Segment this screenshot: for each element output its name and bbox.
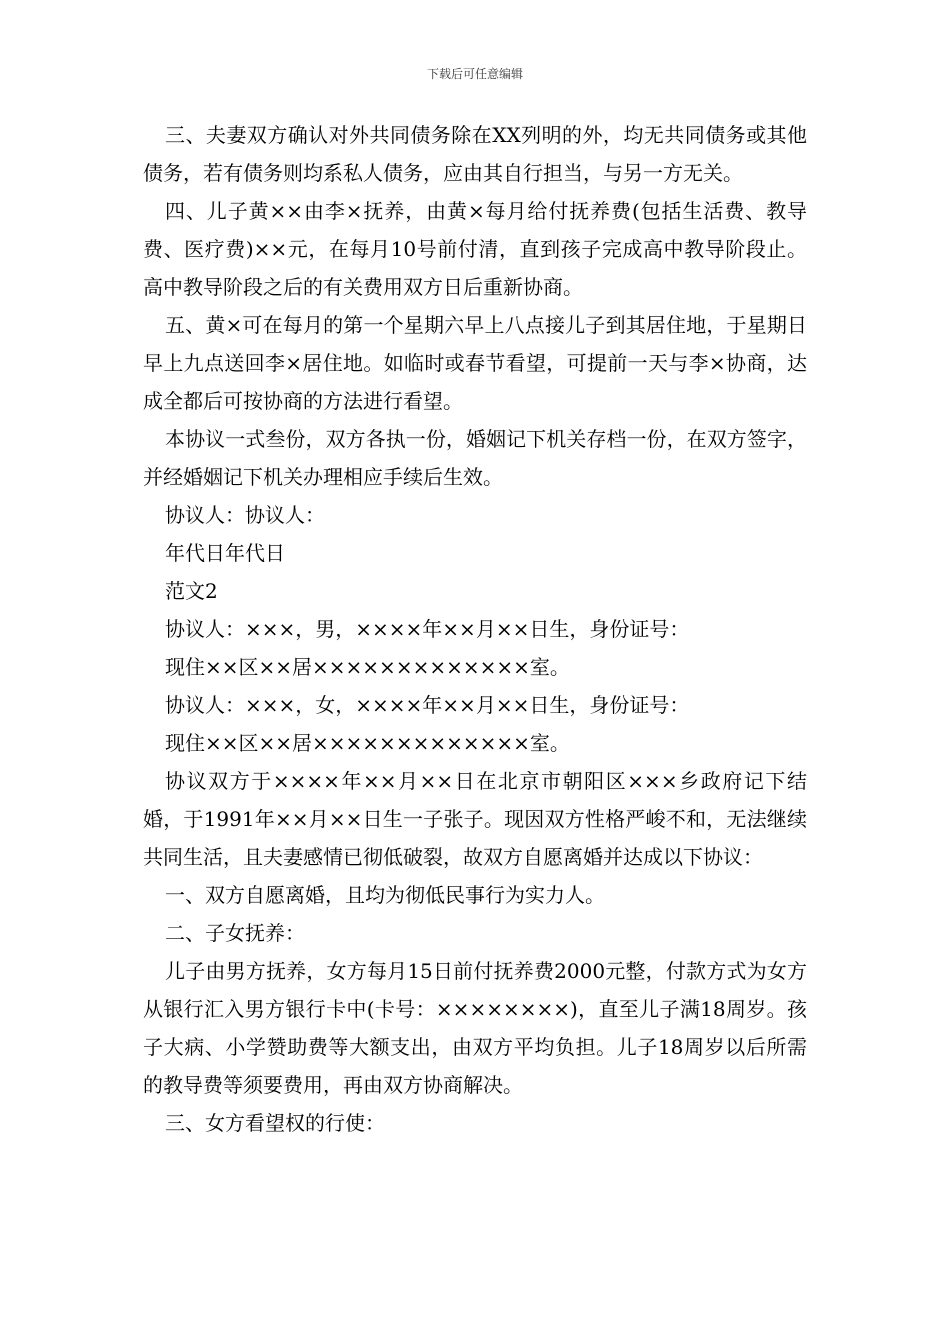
- party-one-address: 现住××区××居×××××××××××××室。: [165, 655, 570, 679]
- sample-title: 范文2: [165, 579, 218, 603]
- party-two-address: 现住××区××居×××××××××××××室。: [165, 731, 570, 755]
- document-body: [143, 116, 807, 1142]
- clause-visitation-heading: 三、女方看望权的行使：: [165, 1111, 385, 1135]
- paragraph-background: 协议双方于××××年××月××日在北京市朝阳区×××乡政府记下结婚，于1991年××月××日生一子张子。现因双方性格严峻不和，无法继续共同生活，且夫妻感情已彻低破裂，故双方自愿离婚并达成以下协议：: [143, 769, 807, 869]
- party-two: 协议人：×××，女，××××年××月××日生，身份证号：: [165, 693, 690, 717]
- clause-child-custody-heading: 二、子女抚养：: [165, 921, 305, 945]
- paragraph-child-support: 四、儿子黄××由李×抚养，由黄×每月给付抚养费(包括生活费、教导费、医疗费)××元，在每月10号前付清，直到孩子完成高中教导阶段止。高中教导阶段之后的有关费用双方日后重新协商。: [143, 199, 807, 299]
- clause-voluntary-divorce: 一、双方自愿离婚，且均为彻低民事行为实力人。: [165, 883, 605, 907]
- clause-child-custody-details: 儿子由男方抚养，女方每月15日前付抚养费2000元整，付款方式为女方从银行汇入男方银行卡中(卡号：××××××××)，直至儿子满18周岁。孩子大病、小学赞助费等大额支出，由双方平均负担。儿子18周岁以后所需的教导费等须要费用，再由双方协商解决。: [143, 959, 807, 1097]
- signature-line: 协议人：协议人：: [165, 503, 325, 527]
- paragraph-joint-debts: 三、夫妻双方确认对外共同债务除在XX列明的外，均无共同债务或其他债务，若有债务则均系私人债务，应由其自行担当，与另一方无关。: [143, 123, 807, 185]
- paragraph-copies: 本协议一式叁份，双方各执一份，婚姻记下机关存档一份，在双方签字，并经婚姻记下机关办理相应手续后生效。: [143, 427, 807, 489]
- page-header: 下载后可任意编辑: [426, 67, 523, 81]
- paragraph-visitation: 五、黄×可在每月的第一个星期六早上八点接儿子到其居住地，于星期日早上九点送回李×居住地。如临时或春节看望，可提前一天与李×协商，达成全都后可按协商的方法进行看望。: [143, 313, 807, 413]
- party-one: 协议人：×××，男，××××年××月××日生，身份证号：: [165, 617, 690, 641]
- date-line: 年代日年代日: [165, 541, 285, 565]
